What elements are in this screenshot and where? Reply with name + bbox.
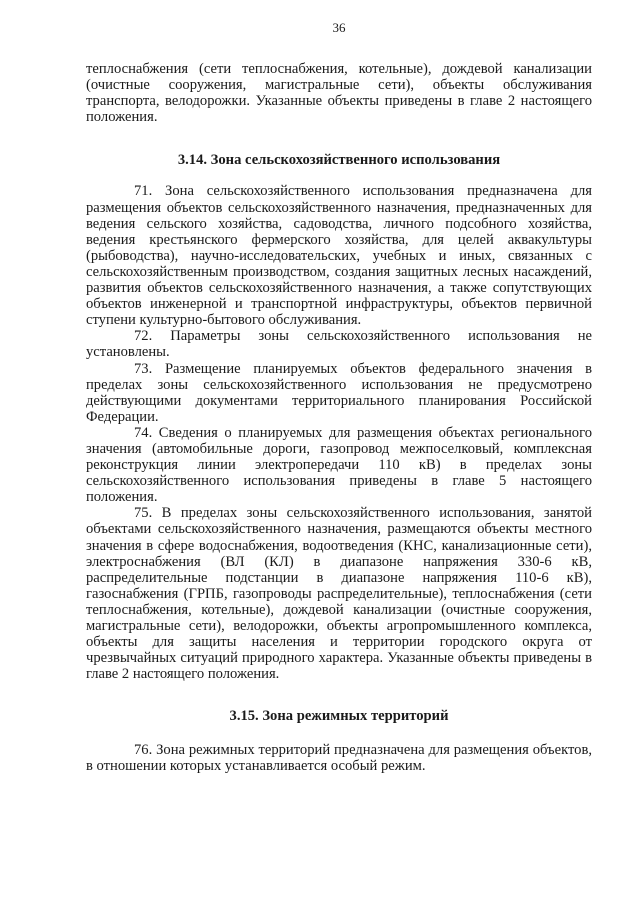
section-3-14-body xyxy=(86,183,592,682)
paragraph-74: 74. Сведения о планируемых для размещения объектах регионального значения (автомобильные дороги, газопровод межпоселковый, комплексная реконструкция линии электропередачи 110 кВ) в пределах зоны сельскохозяйственного использования приведены в главе 5 настоящего положения. xyxy=(86,424,592,506)
paragraph-72: 72. Параметры зоны сельскохозяйственного использования не установлены. xyxy=(86,328,592,361)
paragraph-76: 76. Зона режимных территорий предназначена для размещения объектов, в отношении которых устанавливается особый режим. xyxy=(86,742,592,775)
section-heading-3-15: 3.15. Зона режимных территорий xyxy=(229,708,449,725)
paragraph-75: 75. В пределах зоны сельскохозяйственного использования, занятой объектами сельскохозяйственного назначения, размещаются объекты местного значения в сфере водоснабжения, водоотведения (КНС, канализационные сети), электроснабжения (ВЛ (КЛ) в диапазоне напряжения 330-6 кВ, распределительные подстанции в диапазоне напряжения 110-6 кВ), газоснабжения (ГРПБ, газопроводы распределительные), теплоснабжения (сети теплоснабжения, котельные), дождевой канализации (очистные сооружения, магистральные сети), велодорожки, объекты агропромышленного комплекса, объекты для защиты населения и территории городского округа от чрезвычайных ситуаций природного характера. Указанные объекты приведены в главе 2 настоящего положения. xyxy=(86,505,592,683)
intro-paragraph: теплоснабжения (сети теплоснабжения, котельные), дождевой канализации (очистные сооружения, магистральные сети), объекты обслуживания транспорта, велодорожки. Указанные объекты приведены в главе 2 настоящего положения. xyxy=(86,61,592,126)
section-heading-3-14: 3.14. Зона сельскохозяйственного использования xyxy=(177,152,501,169)
paragraph-73: 73. Размещение планируемых объектов федерального значения в пределах зоны сельскохозяйственного использования не предусмотрено действующими документами территориального планирования Российской Федерации. xyxy=(86,360,592,425)
section-3-15-body xyxy=(86,742,592,774)
paragraph-71: 71. Зона сельскохозяйственного использования предназначена для размещения объектов сельскохозяйственного назначения, предназначенных для ведения сельского хозяйства, садоводства, личного подсобного хозяйства, ведения крестьянского фермерского хозяйства, для целей аквакультуры (рыбоводства), научно-исследовательских, учебных и иных, связанных с сельскохозяйственным производством, создания защитных лесных насаждений, развития объектов сельскохозяйственного назначения, а также сопутствующих объектов инженерной и транспортной инфраструктуры, объектов первичной ступени культурно-бытового обслуживания. xyxy=(86,183,592,329)
page-number: 36 xyxy=(332,20,346,35)
